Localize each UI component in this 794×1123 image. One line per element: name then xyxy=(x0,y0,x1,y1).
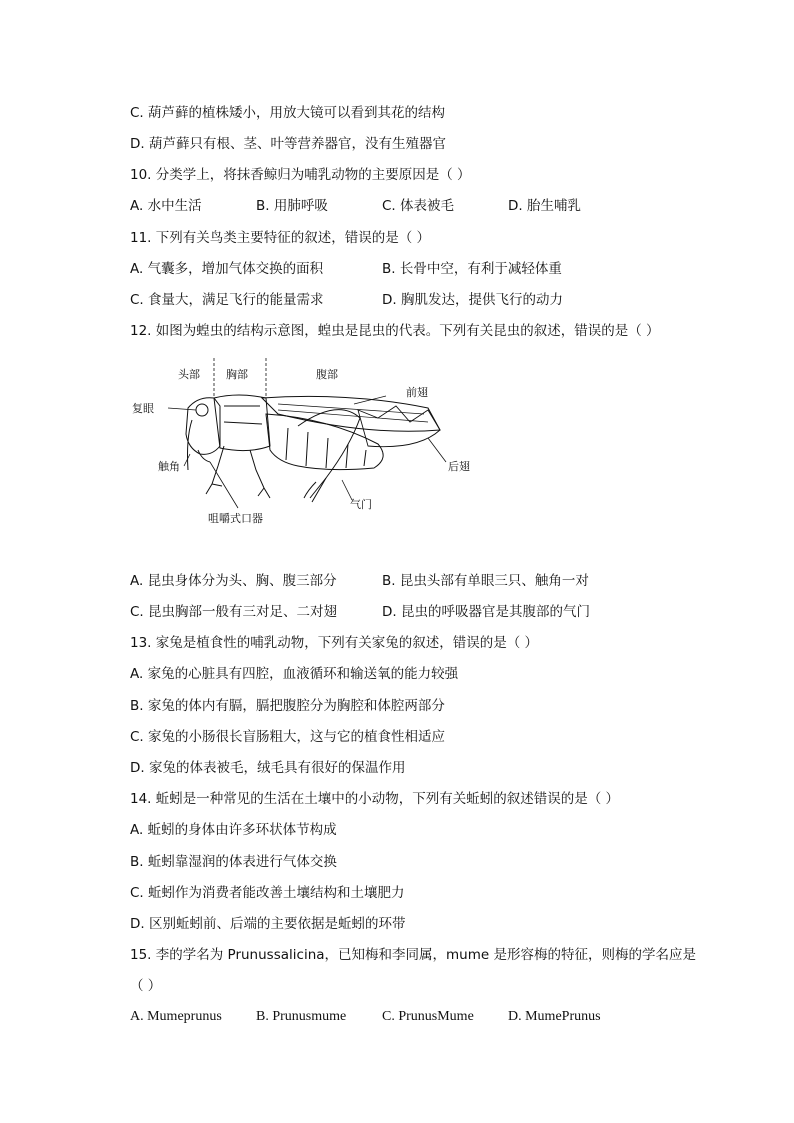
q12-stem: 12. 如图为蝗虫的结构示意图，蝗虫是昆虫的代表。下列有关昆虫的叙述，错误的是（ ） xyxy=(130,323,660,339)
q11-option-d: D. 胸肌发达，提供飞行的动力 xyxy=(382,292,563,308)
q13-option-c: C. 家兔的小肠很长盲肠粗大，这与它的植食性相适应 xyxy=(130,729,446,745)
q14-option-d: D. 区别蚯蚓前、后端的主要依据是蚯蚓的环带 xyxy=(130,916,406,932)
grasshopper-figure xyxy=(128,358,488,533)
forewing xyxy=(262,396,440,431)
q15-option-c: C. PrunusMume xyxy=(382,1009,474,1024)
grasshopper-body xyxy=(186,395,440,502)
q10-option-b: B. 用肺呼吸 xyxy=(256,198,328,214)
q14-stem: 14. 蚯蚓是一种常见的生活在土壤中的小动物，下列有关蚯蚓的叙述错误的是（ ） xyxy=(130,791,620,807)
q13-option-a: A. 家兔的心脏具有四腔，血液循环和输送氧的能力较强 xyxy=(130,666,459,682)
q11-option-a: A. 气囊多，增加气体交换的面积 xyxy=(130,261,324,277)
label-abdomen: 腹部 xyxy=(316,368,338,381)
q15-option-a: A. Mumeprunus xyxy=(130,1009,222,1024)
q14-option-c: C. 蚯蚓作为消费者能改善土壤结构和土壤肥力 xyxy=(130,885,405,901)
q10-option-c: C. 体表被毛 xyxy=(382,198,455,214)
q12-option-d: D. 昆虫的呼吸器官是其腹部的气门 xyxy=(382,604,590,620)
q9-option-c: C. 葫芦藓的植株矮小，用放大镜可以看到其花的结构 xyxy=(130,105,446,121)
q13-stem: 13. 家兔是植食性的哺乳动物，下列有关家兔的叙述，错误的是（ ） xyxy=(130,635,539,651)
q15-stem: 15. 李的学名为 Prunussalicina，已知梅和李同属，mume 是形容梅的特征，则梅的学名应是 xyxy=(130,947,696,963)
q15-option-d: D. MumePrunus xyxy=(508,1009,601,1024)
label-thorax: 胸部 xyxy=(226,368,248,381)
q12-option-b: B. 昆虫头部有单眼三只、触角一对 xyxy=(382,573,589,589)
q13-option-b: B. 家兔的体内有膈，膈把腹腔分为胸腔和体腔两部分 xyxy=(130,698,445,714)
q11-option-b: B. 长骨中空，有利于减轻体重 xyxy=(382,261,562,277)
q15-blank: （ ） xyxy=(130,978,162,994)
q10-option-a: A. 水中生活 xyxy=(130,198,202,214)
label-head: 头部 xyxy=(178,368,200,381)
q14-option-b: B. 蚯蚓靠湿润的体表进行气体交换 xyxy=(130,854,337,870)
label-hindwing: 后翅 xyxy=(448,460,470,473)
hind-leg xyxy=(298,410,360,502)
label-forewing: 前翅 xyxy=(406,386,428,399)
label-spiracle: 气门 xyxy=(350,498,372,511)
label-mouthparts: 咀嚼式口器 xyxy=(208,512,263,525)
q10-stem: 10. 分类学上，将抹香鲸归为哺乳动物的主要原因是（ ） xyxy=(130,167,471,183)
q11-option-c: C. 食量大，满足飞行的能量需求 xyxy=(130,292,324,308)
q11-stem: 11. 下列有关鸟类主要特征的叙述，错误的是（ ） xyxy=(130,230,431,246)
label-antenna: 触角 xyxy=(158,460,180,473)
q13-option-d: D. 家兔的体表被毛，绒毛具有很好的保温作用 xyxy=(130,760,406,776)
label-compound-eye: 复眼 xyxy=(132,402,154,415)
q9-option-d: D. 葫芦藓只有根、茎、叶等营养器官，没有生殖器官 xyxy=(130,136,446,152)
q12-option-a: A. 昆虫身体分为头、胸、腹三部分 xyxy=(130,573,337,589)
q12-option-c: C. 昆虫胸部一般有三对足、二对翅 xyxy=(130,604,338,620)
q10-option-d: D. 胎生哺乳 xyxy=(508,198,581,214)
compound-eye xyxy=(196,404,208,416)
q15-option-b: B. Prunusmume xyxy=(256,1009,347,1024)
q14-option-a: A. 蚯蚓的身体由许多环状体节构成 xyxy=(130,822,337,838)
